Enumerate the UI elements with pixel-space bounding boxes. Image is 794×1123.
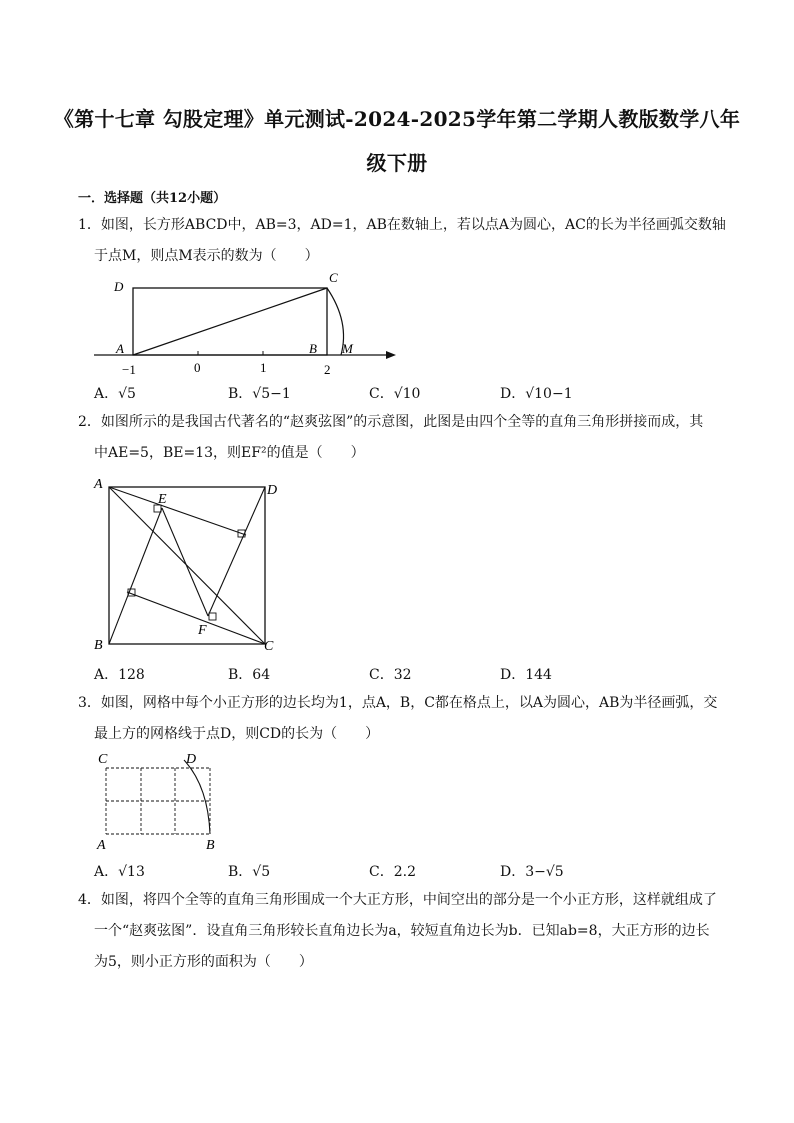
- number-line-arrow: [386, 351, 396, 359]
- label-b: B: [94, 638, 103, 653]
- q3-stem-line1: 3．如图，网格中每个小正方形的边长均为1，点A，B，C都在格点上，以A为圆心，AB为半径画弧，交: [78, 695, 718, 711]
- label-m: M: [342, 341, 353, 356]
- label-f: F: [198, 623, 207, 638]
- tick-label-0: 0: [194, 360, 201, 375]
- arc-bd: [184, 760, 210, 834]
- q2-option-d: D．144: [500, 667, 552, 683]
- grid: [106, 768, 210, 834]
- label-d: D: [186, 752, 197, 767]
- q1-option-a: A．√5: [94, 386, 136, 402]
- q1-figure: [88, 266, 408, 378]
- page-title: 《第十七章 勾股定理》单元测试-2024-2025学年第二学期人教版数学八年: [53, 107, 741, 131]
- q3-stem-line2: 最上方的网格线于点D，则CD的长为（ ）: [94, 726, 380, 742]
- q1-option-c: C．√10: [369, 386, 421, 402]
- q3-figure: [88, 748, 228, 856]
- q3-option-c: C．2.2: [369, 864, 416, 880]
- label-d: D: [114, 279, 124, 294]
- right-angle-mark-f: [209, 613, 216, 620]
- label-c: C: [329, 270, 338, 285]
- q1-stem-line2: 于点M，则点M表示的数为（ ）: [94, 248, 319, 264]
- line-ef: [162, 508, 208, 616]
- q2-option-a: A．128: [94, 667, 145, 683]
- label-d: D: [267, 483, 278, 498]
- label-e: E: [158, 492, 167, 507]
- q1-stem-line1: 1．如图，长方形ABCD中，AB=3，AD=1，AB在数轴上，若以点A为圆心，AC的长为半径画弧交数轴: [78, 217, 726, 233]
- q3-option-d: D．3−√5: [500, 864, 564, 880]
- q1-option-b: B．√5−1: [228, 386, 291, 402]
- section-heading: 一．选择题（共12小题）: [78, 191, 227, 206]
- tick-label-2: 2: [324, 362, 331, 377]
- label-b: B: [309, 341, 317, 356]
- diagonal-ac: [133, 288, 327, 355]
- line-ad: [109, 487, 246, 535]
- q2-stem-line1: 2．如图所示的是我国古代著名的“赵爽弦图”的示意图，此图是由四个全等的直角三角形拼接而成，其: [78, 414, 704, 430]
- q2-option-c: C．32: [369, 667, 412, 683]
- q4-stem-line1: 4．如图，将四个全等的直角三角形围成一个大正方形，中间空出的部分是一个小正方形，这样就组成了: [78, 892, 717, 908]
- q1-option-d: D．√10−1: [500, 386, 573, 402]
- label-c: C: [264, 639, 274, 654]
- q4-stem-line3: 为5，则小正方形的面积为（ ）: [94, 954, 313, 970]
- q2-stem-line2: 中AE=5，BE=13，则EF²的值是（ ）: [94, 445, 365, 461]
- label-c: C: [98, 752, 108, 767]
- line-be: [109, 508, 162, 644]
- line-bc: [127, 592, 265, 644]
- q3-option-a: A．√13: [94, 864, 145, 880]
- label-a: A: [116, 341, 124, 356]
- line-fd: [208, 487, 265, 616]
- label-a: A: [97, 838, 106, 853]
- q3-option-b: B．√5: [228, 864, 271, 880]
- page-title-cont: 级下册: [366, 151, 428, 175]
- q4-stem-line2: 一个“赵爽弦图”．设直角三角形较长直角边长为a，较短直角边长为b．已知ab=8，大正方形的边长: [94, 923, 710, 939]
- label-b: B: [206, 838, 215, 853]
- q2-figure: [88, 472, 288, 656]
- q2-option-b: B．64: [228, 667, 271, 683]
- label-a: A: [94, 477, 103, 492]
- tick-label-1: 1: [260, 360, 267, 375]
- tick-label-neg1: −1: [122, 362, 136, 377]
